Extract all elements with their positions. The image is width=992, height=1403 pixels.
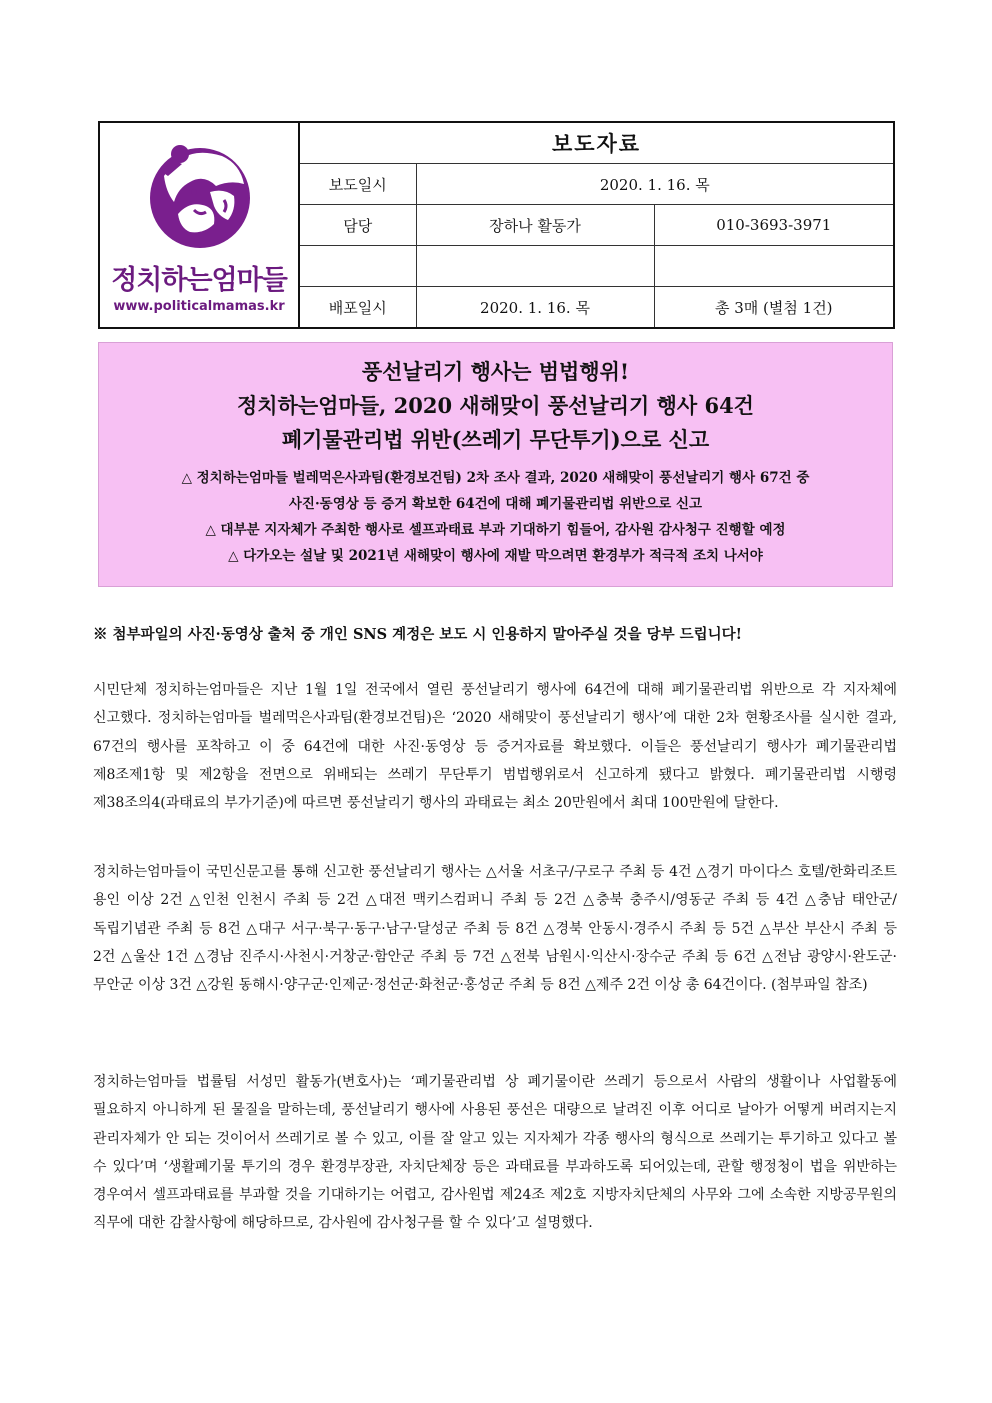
headline-line-1: 풍선날리기 행사는 범법행위! [361,359,630,384]
sns-citation-notice: ※ 첨부파일의 사진·동영상 출처 중 개인 SNS 계정은 보도 시 인용하지 말아주실 것을 당부 드립니다! [93,626,743,643]
summary-bullets [99,465,892,569]
row-value-contact-name: 장하나 활동가 [416,205,654,246]
summary-bullet: △ 정치하는엄마들 벌레먹은사과팀(환경보건팀) 2차 조사 결과, 2020 새해맞이 풍선날리기 행사 67건 중 [181,470,810,486]
row-label-distribution-date: 배포일시 [299,287,416,329]
row-value-empty [416,246,654,287]
headline-box [98,342,893,587]
press-release-header-table [98,121,895,329]
logo-cell [99,122,299,328]
megaphone-mother-icon [144,136,254,254]
row-value-page-count: 총 3매 (별첨 1건) [654,287,894,329]
summary-bullet: △ 대부분 지자체가 주최한 행사로 셀프과태료 부과 기대하기 힘들어, 감사원 감사청구 진행할 예정 [205,522,786,538]
row-value-contact-phone: 010-3693-3971 [654,205,894,246]
row-value-distribution-date: 2020. 1. 16. 목 [416,287,654,329]
headline-line-2: 정치하는엄마들, 2020 새해맞이 풍선날리기 행사 64건 [237,393,754,418]
body-paragraph-2: 정치하는엄마들이 국민신문고를 통해 신고한 풍선날리기 행사는 △서울 서초구/구로구 주최 등 4건 △경기 마이다스 호텔/한화리조트 용인 이상 2건 △인천 인천시 주최 등 2건 △대전 맥키스컴퍼니 주최 등 2건 △충북 충주시/영동군 주최 등 4건 △충남 태안군/독립기념관 주최 등 8건 △대구 서구·북구·동구·남구·달성군 주최 등 8건 △경북 안동시·경주시 주최 등 5건 △부산 부산시 주최 등 2건 △울산 1건 △경남 진주시·사천시·거창군·함안군 주최 등 7건 △전북 남원시·익산시·장수군 주최 등 6건 △전남 광양시·완도군·무안군 이상 3건 △강원 동해시·양구군·인제군·정선군·화천군·홍성군 주최 등 8건 △제주 2건 이상 총 64건이다. (첨부파일 참조) [93,864,897,994]
row-label-contact: 담당 [299,205,416,246]
row-value-release-date: 2020. 1. 16. 목 [416,164,894,205]
summary-bullet: 사진·동영상 등 증거 확보한 64건에 대해 폐기물관리법 위반으로 신고 [288,496,703,512]
logo-url: www.politicalmamas.kr [113,299,285,314]
logo-text: 정치하는엄마들 [111,265,287,296]
document-title: 보도자료 [299,122,894,164]
headline-line-3: 폐기물관리법 위반(쓰레기 무단투기)으로 신고 [281,427,710,452]
body-paragraph-1: 시민단체 정치하는엄마들은 지난 1월 1일 전국에서 열린 풍선날리기 행사에 64건에 대해 폐기물관리법 위반으로 각 지자체에 신고했다. 정치하는엄마들 벌레먹은사과팀(환경보건팀)은 ‘2020 새해맞이 풍선날리기 행사’에 대한 2차 현황조사를 실시한 결과, 67건의 행사를 포착하고 이 중 64건에 대한 사진·동영상 등 증거자료를 확보했다. 이들은 풍선날리기 행사가 폐기물관리법 제8조제1항 및 제2항을 전면으로 위배되는 쓰레기 무단투기 범법행위로서 신고하게 됐다고 밝혔다. 폐기물관리법 시행령 제38조의4(과태료의 부가기준)에 따르면 풍선날리기 행사의 과태료는 최소 20만원에서 최대 100만원에 달한다. [93,682,897,812]
row-label-empty [299,246,416,287]
body-paragraph-3: 정치하는엄마들 법률팀 서성민 활동가(변호사)는 ‘폐기물관리법 상 폐기물이란 쓰레기 등으로서 사람의 생활이나 사업활동에 필요하지 아니하게 된 물질을 말하는데, 풍선날리기 행사에 사용된 풍선은 대량으로 날려진 이후 어디로 날아가 어떻게 버려지는지 관리자체가 안 되는 것이어서 쓰레기로 볼 수 있고, 이를 잘 알고 있는 지자체가 각종 행사의 형식으로 쓰레기는 투기하고 있다고 볼 수 있다’며 ‘생활폐기물 투기의 경우 환경부장관, 자치단체장 등은 과태료를 부과하도록 되어있는데, 관할 행정청이 법을 위반하는 경우여서 셀프과태료를 부과할 것을 기대하기는 어렵고, 감사원법 제24조 제2호 지방자치단체의 사무와 그에 소속한 지방공무원의 직무에 대한 감찰사항에 해당하므로, 감사원에 감사청구를 할 수 있다’고 설명했다. [93,1074,897,1232]
summary-bullet: △ 다가오는 설날 및 2021년 새해맞이 행사에 재발 막으려면 환경부가 적극적 조치 나서야 [228,548,763,564]
row-label-release-date: 보도일시 [299,164,416,205]
row-extra-empty [654,246,894,287]
organization-logo [100,136,298,314]
